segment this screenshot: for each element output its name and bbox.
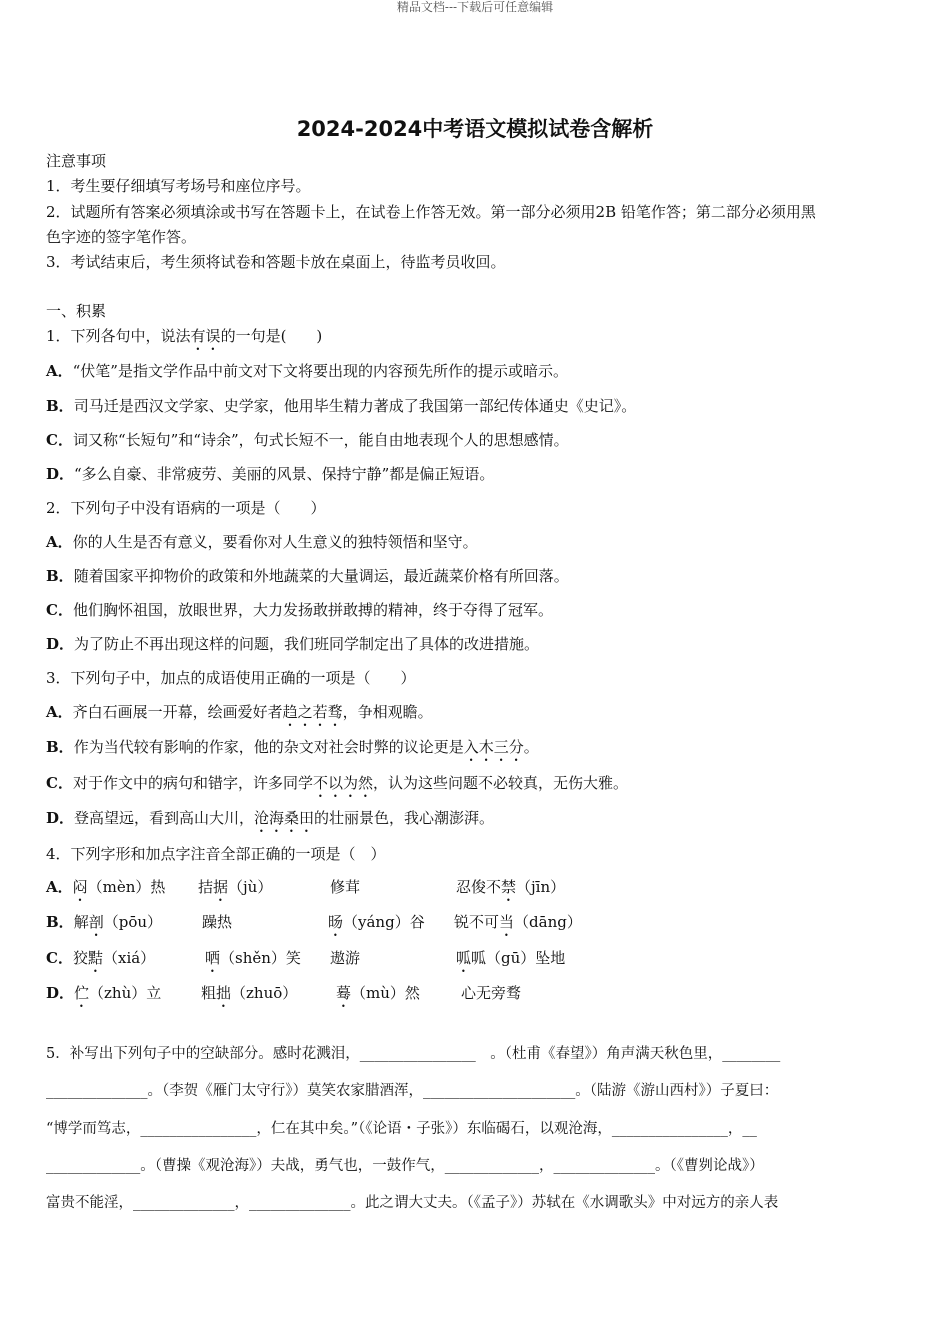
q4-a-word-2: 拮据（jù） bbox=[198, 878, 273, 896]
q4-d-word-2: 粗拙（zhuō） bbox=[201, 984, 298, 1002]
q4-option-b[interactable]: B．解剖（pōu） bbox=[46, 913, 163, 931]
q4-b-word-2: 躁热 bbox=[202, 913, 233, 931]
q3-option-d[interactable]: D．登高望远，看到高山大川，沧海桑田的壮丽景色，我心潮澎湃。 bbox=[46, 809, 495, 827]
q2-option-c[interactable]: C．他们胸怀祖国，放眼世界，大力发扬敢拼敢搏的精神，终于夺得了冠军。 bbox=[46, 601, 553, 619]
q5-line-1: 5．补写出下列句子中的空缺部分。感时花溅泪，________________ 。（杜甫《春望》）角声满天秋色里，________ bbox=[46, 1046, 781, 1062]
q1-option-d[interactable]: D．“多么自豪、非常疲劳、美丽的风景、保持宁静”都是偏正短语。 bbox=[46, 465, 495, 483]
q2-option-a[interactable]: A．你的人生是否有意义，要看你对人生意义的独特领悟和坚守。 bbox=[46, 533, 478, 551]
q5-line-5: 富贵不能淫，______________，______________。此之谓大丈夫。（《孟子》）苏轼在《水调歌头》中对远方的亲人表 bbox=[46, 1195, 779, 1211]
q1-stem: 1．下列各句中，说法有误的一句是( ) bbox=[46, 327, 323, 345]
q2-option-b[interactable]: B．随着国家平抑物价的政策和外地蔬菜的大量调运，最近蔬菜价格有所回落。 bbox=[46, 567, 569, 585]
q1-option-c[interactable]: C．词又称“长短句”和“诗余”，句式长短不一，能自由地表现个人的思想感情。 bbox=[46, 431, 569, 449]
q2-option-d[interactable]: D．为了防止不再出现这样的问题，我们班同学制定出了具体的改进措施。 bbox=[46, 635, 540, 653]
q4-stem: 4．下列字形和加点字注音全部正确的一项是（ ） bbox=[46, 845, 386, 863]
q3-option-b[interactable]: B．作为当代较有影响的作家，他的杂文对社会时弊的议论更是入木三分。 bbox=[46, 738, 539, 756]
q1-option-b[interactable]: B．司马迁是西汉文学家、史学家，他用毕生精力著成了我国第一部纪传体通史《史记》。 bbox=[46, 397, 637, 415]
q4-b-word-3: 旸（yáng）谷 bbox=[328, 913, 425, 931]
q4-c-word-2: 哂（shěn）笑 bbox=[205, 949, 301, 967]
q1-option-a[interactable]: A．“伏笔”是指文学作品中前文对下文将要出现的内容预先所作的提示或暗示。 bbox=[46, 362, 568, 380]
q4-option-c[interactable]: C．狡黠（xiá） bbox=[46, 949, 156, 967]
section-heading: 一、积累 bbox=[46, 302, 107, 320]
q1-stem-dotted: 有误 bbox=[190, 327, 221, 345]
q4-option-a[interactable]: A．闷（mèn）热 bbox=[46, 878, 166, 896]
notice-item-3: 3．考试结束后，考生须将试卷和答题卡放在桌面上，待监考员收回。 bbox=[46, 253, 506, 271]
q5-line-3: “博学而笃志，________________，仁在其中矣。”（《论语・子张》）东临碣石，以观沧海，________________，__ bbox=[46, 1121, 757, 1137]
q4-d-word-3: 蓦（mù）然 bbox=[336, 984, 420, 1002]
notice-item-2: 2．试题所有答案必须填涂或书写在答题卡上，在试卷上作答无效。第一部分必须用2B 铅笔作答；第二部分必须用黑 bbox=[46, 203, 816, 221]
q5-line-2: ______________。（李贺《雁门太守行》）莫笑农家腊酒浑，_____________________。（陆游《游山西村》）子夏曰： bbox=[46, 1083, 779, 1099]
q4-d-word-4: 心无旁骛 bbox=[461, 984, 522, 1002]
q4-c-word-4: 呱呱（gū）坠地 bbox=[456, 949, 566, 967]
q4-b-word-4: 锐不可当（dāng） bbox=[454, 913, 582, 931]
q4-a-word-3: 修茸 bbox=[330, 878, 361, 896]
q4-option-d[interactable]: D．伫（zhù）立 bbox=[46, 984, 162, 1002]
notice-item-1: 1．考生要仔细填写考场号和座位序号。 bbox=[46, 177, 311, 195]
q4-a-word-4: 忍俊不禁（jīn） bbox=[456, 878, 566, 896]
q3-stem: 3．下列句子中，加点的成语使用正确的一项是（ ） bbox=[46, 669, 416, 687]
q4-c-word-3: 遨游 bbox=[330, 949, 361, 967]
q3-option-c[interactable]: C．对于作文中的病句和错字，许多同学不以为然，认为这些问题不必较真，无伤大雅。 bbox=[46, 774, 628, 792]
q5-line-4: _____________。（曹操《观沧海》）夫战，勇气也，一鼓作气，_____________，______________。（《曹刿论战》） bbox=[46, 1158, 764, 1174]
q3-option-a[interactable]: A．齐白石画展一开幕，绘画爱好者趋之若骛，争相观瞻。 bbox=[46, 703, 433, 721]
notice-heading: 注意事项 bbox=[46, 152, 107, 170]
q2-stem: 2．下列句子中没有语病的一项是（ ） bbox=[46, 499, 326, 517]
page-title: 2024-2024中考语文模拟试卷含解析 bbox=[296, 117, 654, 141]
page-header: 精品文档---下载后可任意编辑 bbox=[396, 0, 554, 14]
notice-item-2-cont: 色字迹的签字笔作答。 bbox=[46, 228, 197, 246]
